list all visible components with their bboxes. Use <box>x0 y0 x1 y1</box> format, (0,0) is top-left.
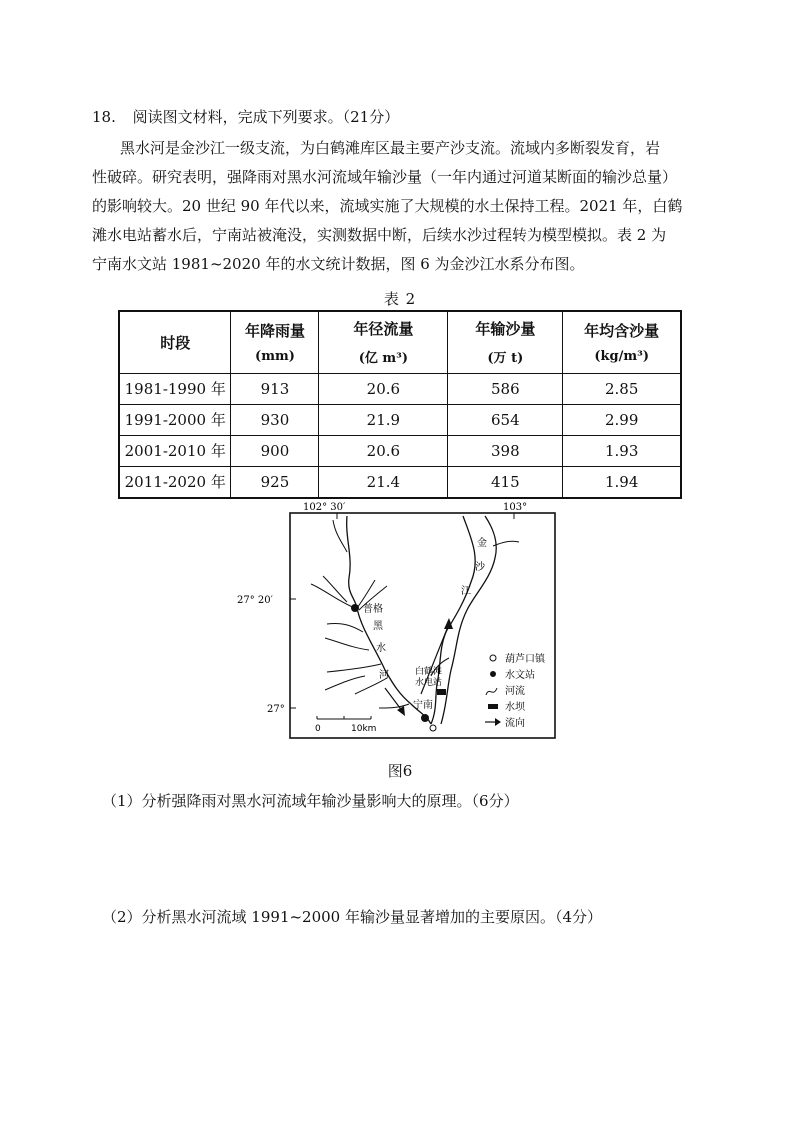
table-cell: 586 <box>448 373 563 404</box>
legend-label: 河流 <box>505 686 525 697</box>
table-row <box>119 373 681 404</box>
table-cell: 2.99 <box>563 404 681 435</box>
table-cell: 913 <box>231 373 319 404</box>
heishuihe-char: 黑 <box>373 621 383 632</box>
table-cell: 1981-1990 年 <box>119 373 231 404</box>
sub-question-2: （2）分析黑水河流域 1991~2000 年输沙量显著增加的主要原因。（4分） <box>102 908 603 926</box>
hulukou-town-marker <box>430 725 436 731</box>
paragraph-line: 性破碎。研究表明，强降雨对黑水河流域年输沙量（一年内通过河道某断面的输沙总量） <box>92 168 678 186</box>
table-row <box>119 466 681 498</box>
table-cell: 2001-2010 年 <box>119 435 231 466</box>
material-paragraph <box>92 134 708 279</box>
open-circle-icon <box>490 655 496 661</box>
table-cell: 900 <box>231 435 319 466</box>
table-cell: 1991-2000 年 <box>119 404 231 435</box>
table-header-sediment: 年输沙量 (万 t) <box>448 311 563 373</box>
question-prompt: 阅读图文材料，完成下列要求。（21分） <box>132 108 400 126</box>
scale-zero: 0 <box>315 724 321 734</box>
filled-dot-icon <box>490 671 496 677</box>
lat-label: 27° 20′ <box>237 595 273 606</box>
dam-block-icon <box>488 704 498 709</box>
lon-label: 103° <box>503 502 528 513</box>
figure-caption: 图6 <box>387 762 413 780</box>
table-cell: 2.85 <box>563 373 681 404</box>
jinshajiang-char: 金 <box>477 538 487 549</box>
table-cell: 415 <box>448 466 563 498</box>
puge-station-dot <box>351 604 359 612</box>
table-row <box>119 404 681 435</box>
legend-label: 水文站 <box>505 670 535 681</box>
table-cell: 21.9 <box>319 404 448 435</box>
heishuihe-char: 河 <box>379 670 389 681</box>
table-header-concentration: 年均含沙量 (kg/m³) <box>563 311 681 373</box>
table-cell: 925 <box>231 466 319 498</box>
table-cell: 1.93 <box>563 435 681 466</box>
table-cell: 398 <box>448 435 563 466</box>
table-cell: 21.4 <box>319 466 448 498</box>
table-cell: 654 <box>448 404 563 435</box>
river-system-map <box>235 498 565 748</box>
table-header-period: 时段 <box>119 311 231 373</box>
sub-question-1: （1）分析强降雨对黑水河流域年输沙量影响大的原理。（6分） <box>102 792 519 810</box>
question-number: 18. <box>92 108 116 126</box>
paragraph-line: 宁南水文站 1981~2020 年的水文统计数据，图 6 为金沙江水系分布图。 <box>92 255 585 273</box>
table-cell: 930 <box>231 404 319 435</box>
hydrology-table <box>118 310 682 499</box>
ningnan-station-dot <box>421 714 429 722</box>
legend-label: 水坝 <box>505 702 525 713</box>
legend-label: 流向 <box>505 718 525 729</box>
ningnan-label: 宁南 <box>413 700 433 711</box>
scale-distance: 10km <box>351 724 377 734</box>
table-cell: 20.6 <box>319 373 448 404</box>
jinshajiang-char: 沙 <box>475 562 485 573</box>
baihetan-label: 白鹤滩 <box>415 667 443 677</box>
table-row <box>119 435 681 466</box>
paragraph-line: 黑水河是金沙江一级支流，为白鹤滩库区最主要产沙支流。流域内多断裂发育，岩 <box>120 139 661 157</box>
jinshajiang-char: 江 <box>461 586 471 597</box>
baihetan-label: 水电站 <box>415 678 443 688</box>
lat-label: 27° <box>267 704 285 715</box>
legend-label: 葫芦口镇 <box>505 654 545 665</box>
table-cell: 2011-2020 年 <box>119 466 231 498</box>
lon-label: 102° 30′ <box>303 502 346 513</box>
table-header-runoff: 年径流量 (亿 m³) <box>319 311 448 373</box>
table-cell: 1.94 <box>563 466 681 498</box>
table-header-rainfall: 年降雨量 (mm) <box>231 311 319 373</box>
puge-label: 普格 <box>363 604 383 615</box>
baihetan-dam-marker <box>437 689 446 695</box>
table-cell: 20.6 <box>319 435 448 466</box>
question-heading <box>92 106 399 127</box>
paragraph-line: 滩水电站蓄水后，宁南站被淹没，实测数据中断，后续水沙过程转为模型模拟。表 2 为 <box>92 226 667 244</box>
table-caption: 表 2 <box>383 290 417 308</box>
paragraph-line: 的影响较大。20 世纪 90 年代以来，流域实施了大规模的水土保持工程。2021 年，白鹤 <box>92 197 683 215</box>
heishuihe-char: 水 <box>376 643 386 654</box>
